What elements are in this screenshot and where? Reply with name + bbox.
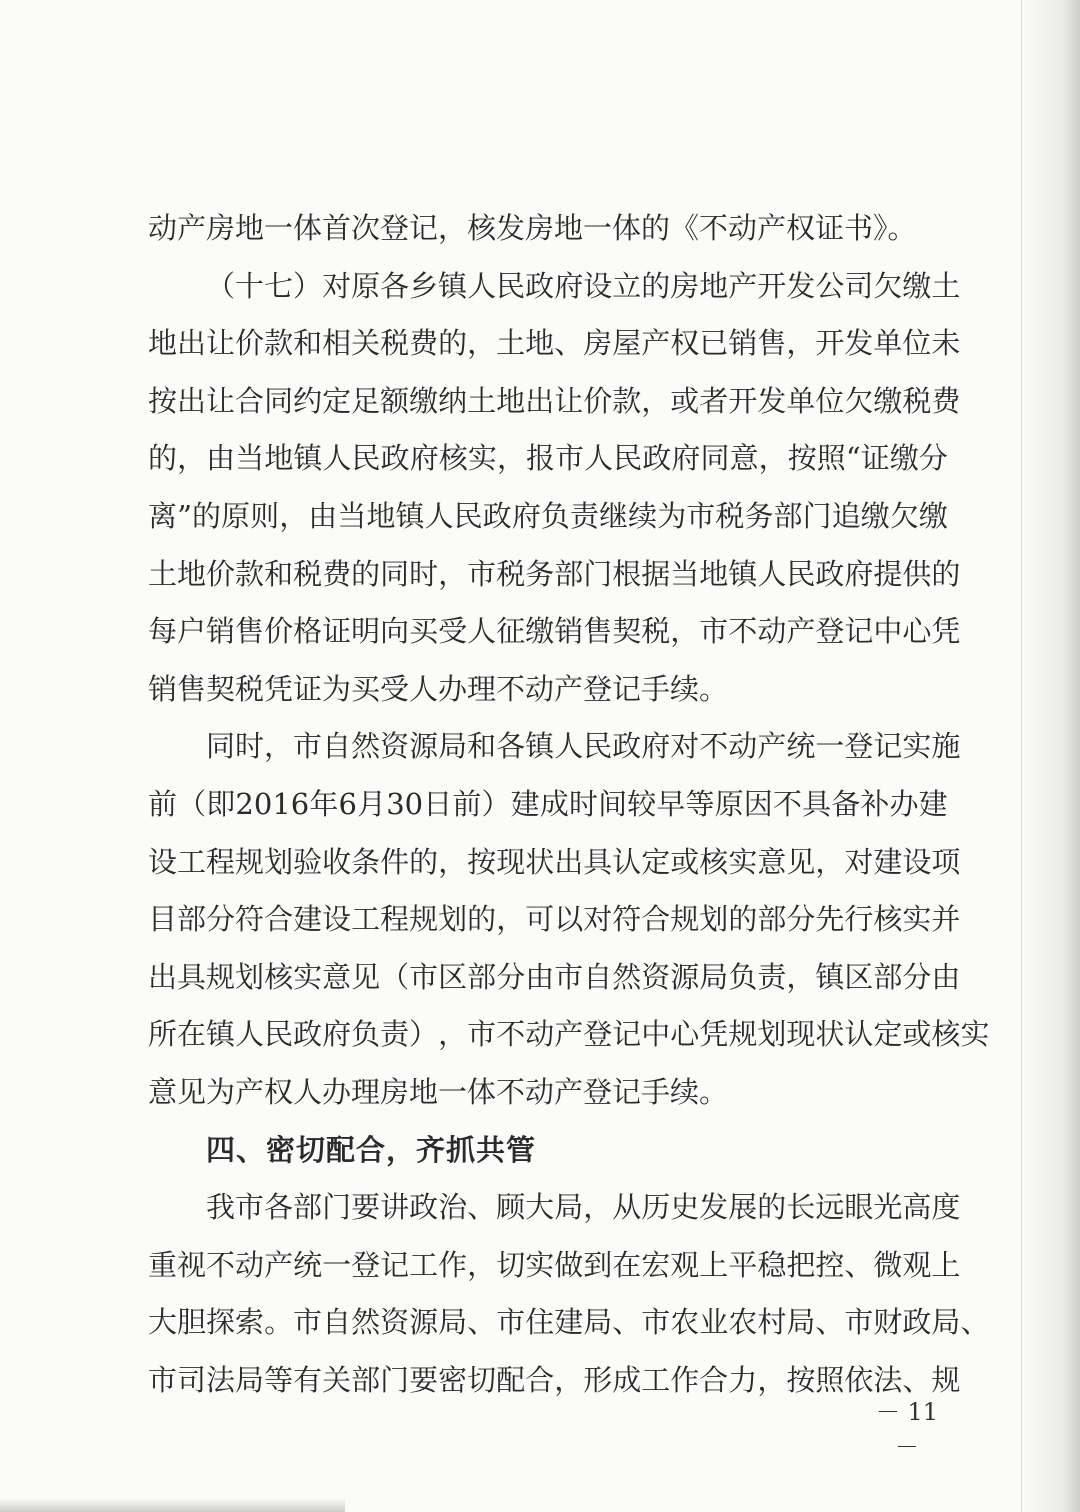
text-line: 同 时 ， 市 自 然 资 源 局 和 各 镇 人 民 政 府 对 不 动 产 统 一 登 记 实 施 — [206, 729, 961, 764]
text-line: 设 工 程 规 划 验 收 条 件 的 ， 按 现 状 出 具 认 定 或 核 实 意 见 ， 对 建 设 项 — [148, 844, 961, 879]
scan-shadow-right — [1020, 0, 1080, 1512]
text-line: 所 在 镇 人 民 政 府 负 责 ） ， 市 不 动 产 登 记 中 心 凭 规 划 现 状 认 定 或 核 实 — [148, 1017, 990, 1052]
section-heading: 四、密切配合，齐抓共管 — [206, 1132, 537, 1167]
scan-fold-line — [1021, 0, 1022, 1512]
text-line: 意见为产权人办理房地一体不动产登记手续。 — [148, 1074, 729, 1109]
text-line: 动产房地一体首次登记，核发房地一体的《不动产权证书》。 — [148, 211, 917, 245]
text-line: 销售契税凭证为买受人办理不动产登记手续。 — [148, 671, 729, 706]
text-line: 大 胆 探 索 。 市 自 然 资 源 局 、 市 住 建 局 、 市 农 业 农 村 局 、 市 财 政 局 、 — [148, 1305, 990, 1340]
text-line: 重 视 不 动 产 统 一 登 记 工 作 ， 切 实 做 到 在 宏 观 上 平 稳 把 控 、 微 观 上 — [148, 1247, 961, 1282]
text-line: 出 具 规 划 核 实 意 见 （ 市 区 部 分 由 市 自 然 资 源 局 负 责 ， 镇 区 部 分 由 — [148, 959, 961, 994]
text-line: 每 户 销 售 价 格 证 明 向 买 受 人 征 缴 销 售 契 税 ， 市 不 动 产 登 记 中 心 凭 — [148, 614, 961, 649]
text-line: 按 出 让 合 同 约 定 足 额 缴 纳 土 地 出 让 价 款 ， 或 者 开 发 单 位 欠 缴 税 费 — [148, 383, 961, 418]
text-line: 前 （ 即 2016 年 6 月 30 日 前 ） 建 成 时 间 较 早 等 原 因 不 具 备 补 办 建 — [148, 786, 948, 821]
text-line: 目 部 分 符 合 建 设 工 程 规 划 的 ， 可 以 对 符 合 规 划 的 部 分 先 行 核 实 并 — [148, 902, 961, 937]
document-body — [148, 200, 990, 1409]
scan-shadow-bottom — [0, 1498, 345, 1512]
text-line: 离 ” 的 原 则 ， 由 当 地 镇 人 民 政 府 负 责 继 续 为 市 税 务 部 门 追 缴 欠 缴 — [148, 498, 948, 533]
page-number: － 11 － — [875, 1398, 939, 1461]
text-line: 的 ， 由 当 地 镇 人 民 政 府 核 实 ， 报 市 人 民 政 府 同 意 ， 按 照 “ 证 缴 分 — [148, 441, 948, 476]
text-line: 市 司 法 局 等 有 关 部 门 要 密 切 配 合 ， 形 成 工 作 合 力 ， 按 照 依 法 、 规 — [148, 1362, 961, 1397]
text-line: 地 出 让 价 款 和 相 关 税 费 的 ， 土 地 、 房 屋 产 权 已 销 售 ， 开 发 单 位 未 — [148, 326, 961, 361]
text-line: 土 地 价 款 和 税 费 的 同 时 ， 市 税 务 部 门 根 据 当 地 镇 人 民 政 府 提 供 的 — [148, 556, 961, 591]
text-line: （ 十 七 ） 对 原 各 乡 镇 人 民 政 府 设 立 的 房 地 产 开 发 公 司 欠 缴 土 — [206, 268, 961, 303]
text-line: 我 市 各 部 门 要 讲 政 治 、 顾 大 局 ， 从 历 史 发 展 的 长 远 眼 光 高 度 — [206, 1190, 961, 1225]
